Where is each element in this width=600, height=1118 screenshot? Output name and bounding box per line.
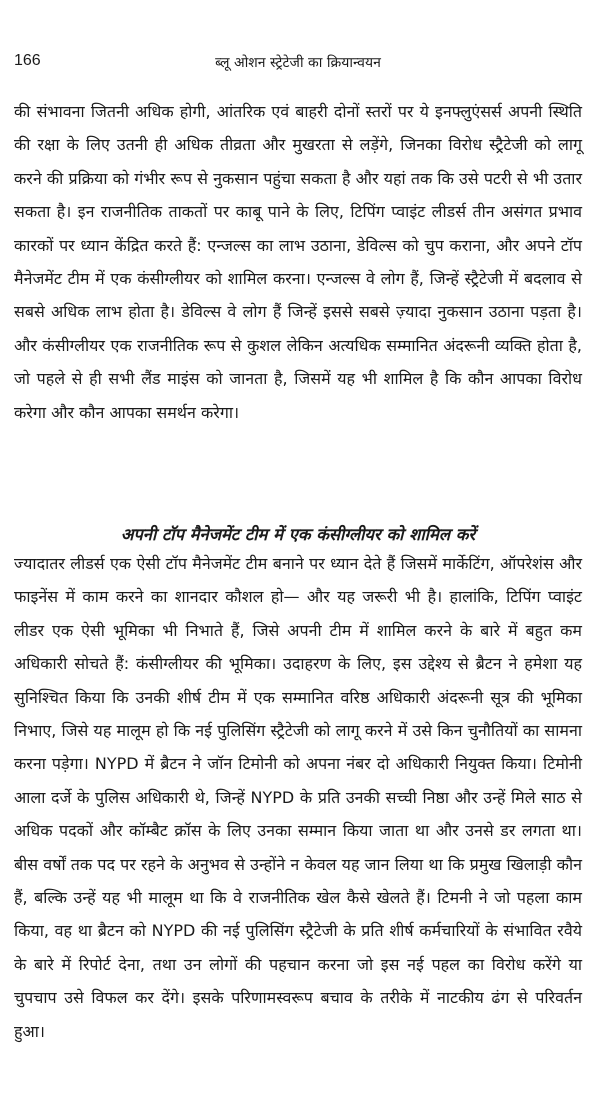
book-title: ब्लू ओशन स्ट्रेटेजी का क्रियान्वयन bbox=[215, 55, 381, 71]
section-heading: अपनी टॉप मैनेजमेंट टीम में एक कंसीग्लीयर को शामिल करें bbox=[120, 524, 476, 544]
page-number: 166 bbox=[14, 52, 41, 69]
body-paragraph-2: ज्यादातर लीडर्स एक ऐसी टॉप मैनेजमेंट टीम बनाने पर ध्यान देते हैं जिसमें मार्केटिंग, ऑपरेशंस और फाइनेंस में काम करने का शानदार कौशल हो— और यह जरूरी भी है। हालांकि, टिपिंग प्वाइंट लीडर एक ऐसी भूमिका भी निभाते हैं, जिसे अपनी टीम में शामिल करने के बारे में बहुत कम अधिकारी सोचते हैं: कंसीग्लीयर की भूमिका। उदाहरण के लिए, इस उद्देश्य से ब्रैटन ने हमेशा यह सुनिश्चित किया कि उनकी शीर्ष टीम में एक सम्मानित वरिष्ठ अधिकारी अंदरूनी सूत्र की भूमिका निभाए, जिसे यह मालूम हो कि नई पुलिसिंग स्ट्रैटेजी को लागू करने में उसे किन चुनौतियों का सामना करना पड़ेगा। NYPD में ब्रैटन ने जॉन टिमोनी को अपना नंबर दो अधिकारी नियुक्त किया। टिमोनी आला दर्जे के पुलिस अधिकारी थे, जिन्हें NYPD के प्रति उनकी सच्ची निष्ठा और उन्हें मिले साठ से अधिक पदकों और कॉम्बैट क्रॉस के लिए उनका सम्मान किया जाता था और उनसे डर लगता था। बीस वर्षों तक पद पर रहने के अनुभव से उन्होंने न केवल यह जान लिया था कि प्रमुख खिलाड़ी कौन हैं, बल्कि उन्हें यह भी मालूम था कि वे राजनीतिक खेल कैसे खेलते हैं। टिमनी ने जो पहला काम किया, वह था ब्रैटन को NYPD की नई पुलिसिंग स्ट्रैटेजी के प्रति शीर्ष कर्मचारियों के संभावित रवैये के बारे में रिपोर्ट देना, तथा उन लोगों की पहचान करना जो इस नई पहल का विरोध करेंगे या चुपचाप उसे विफल कर देंगे। इसके परिणामस्वरूप बचाव के तरीके में नाटकीय ढंग से परिवर्तन हुआ। bbox=[14, 554, 582, 1041]
body-paragraph-1: की संभावना जितनी अधिक होगी, आंतरिक एवं बाहरी दोनों स्तरों पर ये इनफ्लुएंसर्स अपनी स्थिति की रक्षा के लिए उतनी ही अधिक तीव्रता और मुखरता से लड़ेंगे, जिनका विरोध स्ट्रैटेजी को लागू करने की प्रक्रिया को गंभीर रूप से नुकसान पहुंचा सकता है और यहां तक कि उसे पटरी से भी उतार सकता है। इन राजनीतिक ताकतों पर काबू पाने के लिए, टिपिंग प्वाइंट लीडर्स तीन असंगत प्रभाव कारकों पर ध्यान केंद्रित करते हैं: एन्जल्स का लाभ उठाना, डेविल्स को चुप कराना, और अपने टॉप मैनेजमेंट टीम में एक कंसीग्लीयर को शामिल करना। एन्जल्स वे लोग हैं, जिन्हें स्ट्रैटेजी में बदलाव से सबसे अधिक लाभ होता है। डेविल्स वे लोग हैं जिन्हें इससे सबसे ज़्यादा नुकसान उठाना पड़ता है। और कंसीग्लीयर एक राजनीतिक रूप से कुशल लेकिन अत्यधिक सम्मानित अंदरूनी व्यक्ति होता है, जो पहले से ही सभी लैंड माइंस को जानता है, जिसमें यह भी शामिल है कि कौन आपका विरोध करेगा और कौन आपका समर्थन करेगा। bbox=[14, 102, 582, 422]
running-header bbox=[14, 52, 582, 74]
